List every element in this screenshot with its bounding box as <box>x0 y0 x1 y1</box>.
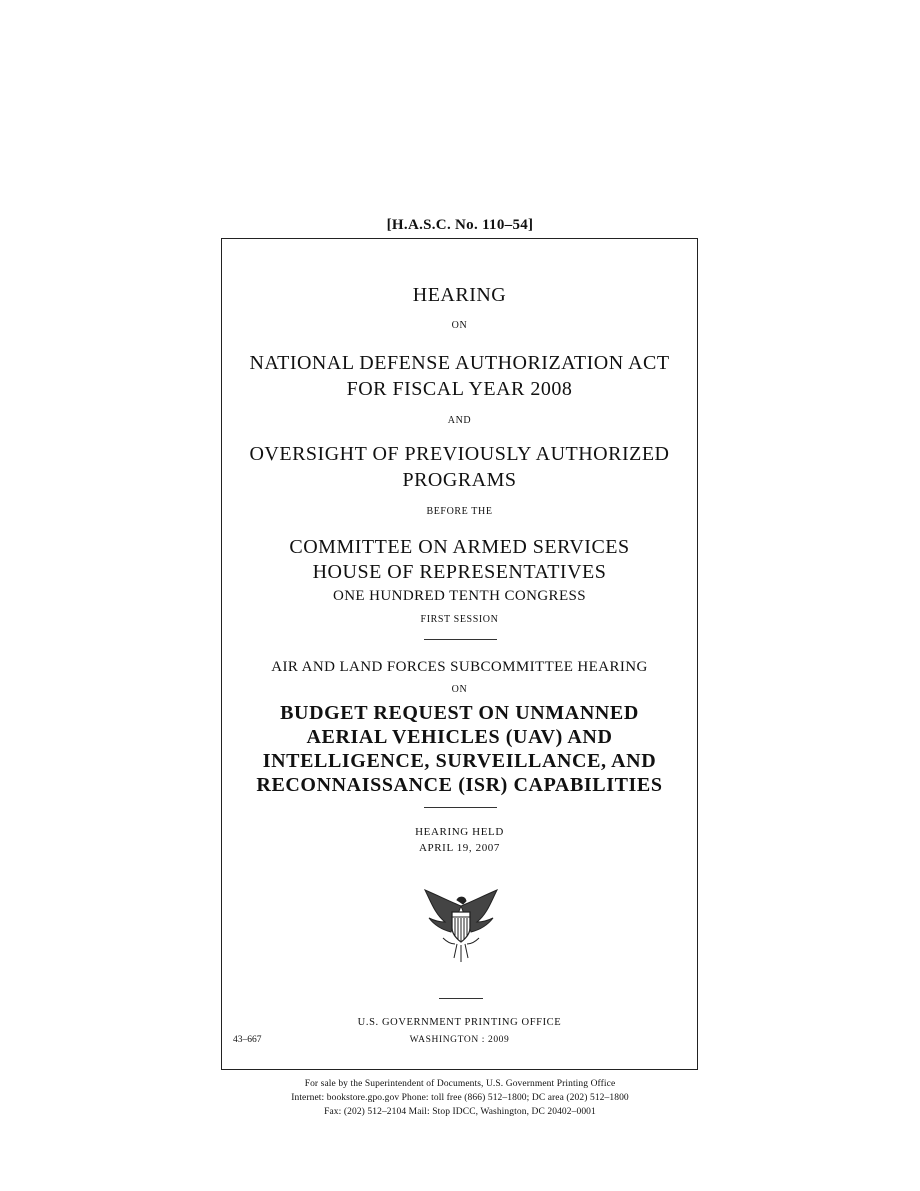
house-name: HOUSE OF REPRESENTATIVES <box>312 561 607 583</box>
oversight-line-2: PROGRAMS <box>402 469 517 491</box>
on-label: ON <box>451 320 468 331</box>
great-seal-eagle-icon <box>421 888 501 968</box>
subject-line-3: INTELLIGENCE, SURVEILLANCE, AND <box>262 750 657 772</box>
subject-line-1: BUDGET REQUEST ON UNMANNED <box>280 702 639 724</box>
hearing-date: APRIL 19, 2007 <box>418 842 501 854</box>
act-title-line-2: FOR FISCAL YEAR 2008 <box>346 378 573 400</box>
publisher-office: U.S. GOVERNMENT PRINTING OFFICE <box>357 1017 562 1028</box>
act-title-line-1: NATIONAL DEFENSE AUTHORIZATION ACT <box>249 352 670 374</box>
hasc-number: [H.A.S.C. No. 110–54] <box>386 217 534 233</box>
hearing-heading: HEARING <box>412 284 507 306</box>
session-label: FIRST SESSION <box>420 614 499 625</box>
footer-line-1: For sale by the Superintendent of Documents, U.S. Government Printing Office <box>304 1079 616 1089</box>
divider-3 <box>439 998 483 999</box>
stock-number: 43–667 <box>233 1035 262 1045</box>
divider-2 <box>424 807 497 808</box>
subcommittee-name: AIR AND LAND FORCES SUBCOMMITTEE HEARING <box>271 659 648 675</box>
before-the-label: BEFORE THE <box>426 506 493 517</box>
congress-name: ONE HUNDRED TENTH CONGRESS <box>332 588 587 604</box>
publisher-city-year: WASHINGTON : 2009 <box>409 1035 510 1045</box>
committee-name: COMMITTEE ON ARMED SERVICES <box>289 536 630 558</box>
divider-1 <box>424 639 497 640</box>
subject-line-4: RECONNAISSANCE (ISR) CAPABILITIES <box>256 774 663 796</box>
footer-line-3: Fax: (202) 512–2104 Mail: Stop IDCC, Washington, DC 20402–0001 <box>324 1107 596 1117</box>
oversight-line-1: OVERSIGHT OF PREVIOUSLY AUTHORIZED <box>249 443 670 465</box>
on-label-2: ON <box>451 684 468 695</box>
and-label: AND <box>447 415 472 426</box>
sale-info-footer <box>0 1077 920 1119</box>
hearing-held-label: HEARING HELD <box>415 826 504 838</box>
subject-line-2: AERIAL VEHICLES (UAV) AND <box>306 726 613 748</box>
footer-line-2: Internet: bookstore.gpo.gov Phone: toll free (866) 512–1800; DC area (202) 512–1800 <box>291 1093 629 1103</box>
